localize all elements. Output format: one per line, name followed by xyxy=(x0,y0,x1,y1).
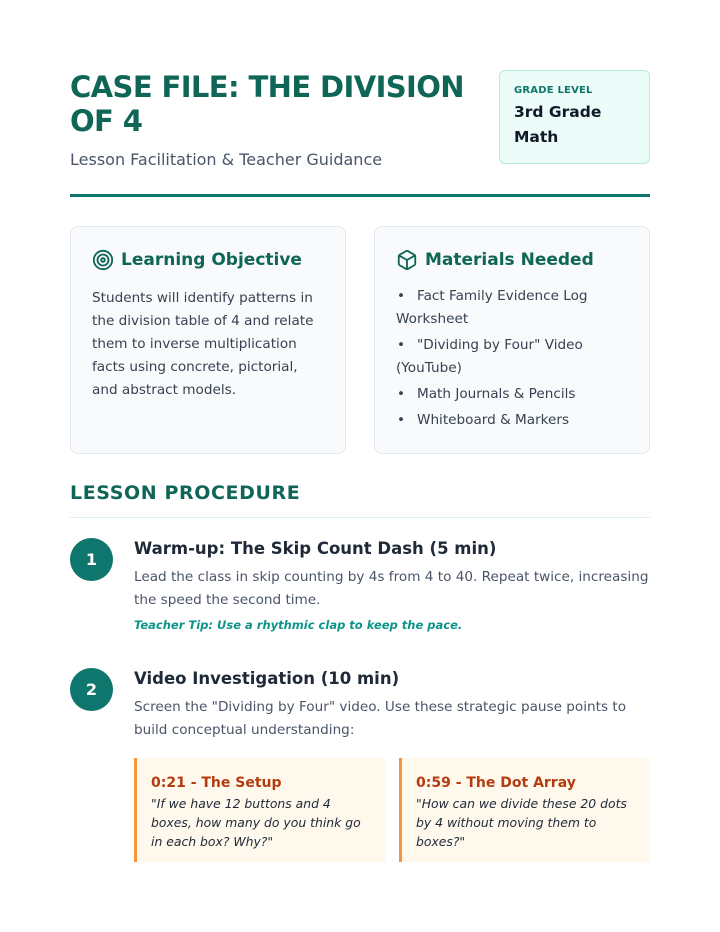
list-item xyxy=(396,285,628,331)
grade-level-value: 3rd Grade Math xyxy=(514,103,602,146)
bullet: • xyxy=(397,337,406,353)
objective-card-header xyxy=(92,247,324,273)
header xyxy=(70,70,650,198)
info-cards xyxy=(70,226,650,454)
material-label: Fact Family Evidence Log Worksheet xyxy=(396,288,588,327)
pause-question: "How can we divide these 20 dots by 4 without moving them to boxes?" xyxy=(416,796,627,849)
pause-time: 0:21 - The Setup xyxy=(151,775,282,791)
box-icon xyxy=(396,249,418,271)
objective-text: Students will identify patterns in the division table of 4 and relate them to inverse multiplication facts using concrete, pictorial, and abstract models. xyxy=(92,290,314,398)
teacher-tip: Teacher Tip: Use a rhythmic clap to keep the pace. xyxy=(134,618,463,632)
material-label: Math Journals & Pencils xyxy=(417,386,576,402)
target-icon xyxy=(92,249,114,271)
pause-question: "If we have 12 buttons and 4 boxes, how many do you think go in each box? Why?" xyxy=(151,796,361,849)
list-item xyxy=(396,334,628,380)
grade-level-box xyxy=(499,70,650,164)
step-content xyxy=(134,668,650,742)
step-title: Warm-up: The Skip Count Dash (5 min) xyxy=(134,539,497,558)
pause-points xyxy=(134,758,650,862)
material-label: "Dividing by Four" Video (YouTube) xyxy=(396,337,583,376)
step-number-badge: 2 xyxy=(70,668,113,711)
step-description: Screen the "Dividing by Four" video. Use these strategic pause points to build conceptual understanding: xyxy=(134,699,627,738)
page-title: CASE FILE: THE DIVISION OF 4 xyxy=(70,70,464,138)
bullet: • xyxy=(397,288,406,304)
step-content xyxy=(134,538,650,632)
header-divider xyxy=(70,194,650,197)
materials-title: Materials Needed xyxy=(425,250,594,270)
pause-time: 0:59 - The Dot Array xyxy=(416,775,576,791)
bullet: • xyxy=(397,412,406,428)
procedure-divider xyxy=(70,517,650,518)
grade-level-label: GRADE LEVEL xyxy=(514,85,593,96)
list-item xyxy=(396,383,628,406)
materials-card-header xyxy=(396,247,628,273)
list-item xyxy=(396,409,628,432)
bullet: • xyxy=(397,386,406,402)
step-title: Video Investigation (10 min) xyxy=(134,669,400,688)
step-description: Lead the class in skip counting by 4s from 4 to 40. Repeat twice, increasing the speed the second time. xyxy=(134,569,649,608)
materials-list xyxy=(396,285,628,432)
lesson-page xyxy=(70,70,650,849)
page-subtitle: Lesson Facilitation & Teacher Guidance xyxy=(70,150,383,169)
step-number-badge: 1 xyxy=(70,538,113,581)
materials-card xyxy=(374,226,650,454)
objective-card xyxy=(70,226,346,454)
procedure-heading: LESSON PROCEDURE xyxy=(70,482,301,504)
pause-point-card xyxy=(399,758,650,862)
pause-point-card xyxy=(134,758,385,862)
objective-title: Learning Objective xyxy=(121,250,302,270)
material-label: Whiteboard & Markers xyxy=(417,412,570,428)
